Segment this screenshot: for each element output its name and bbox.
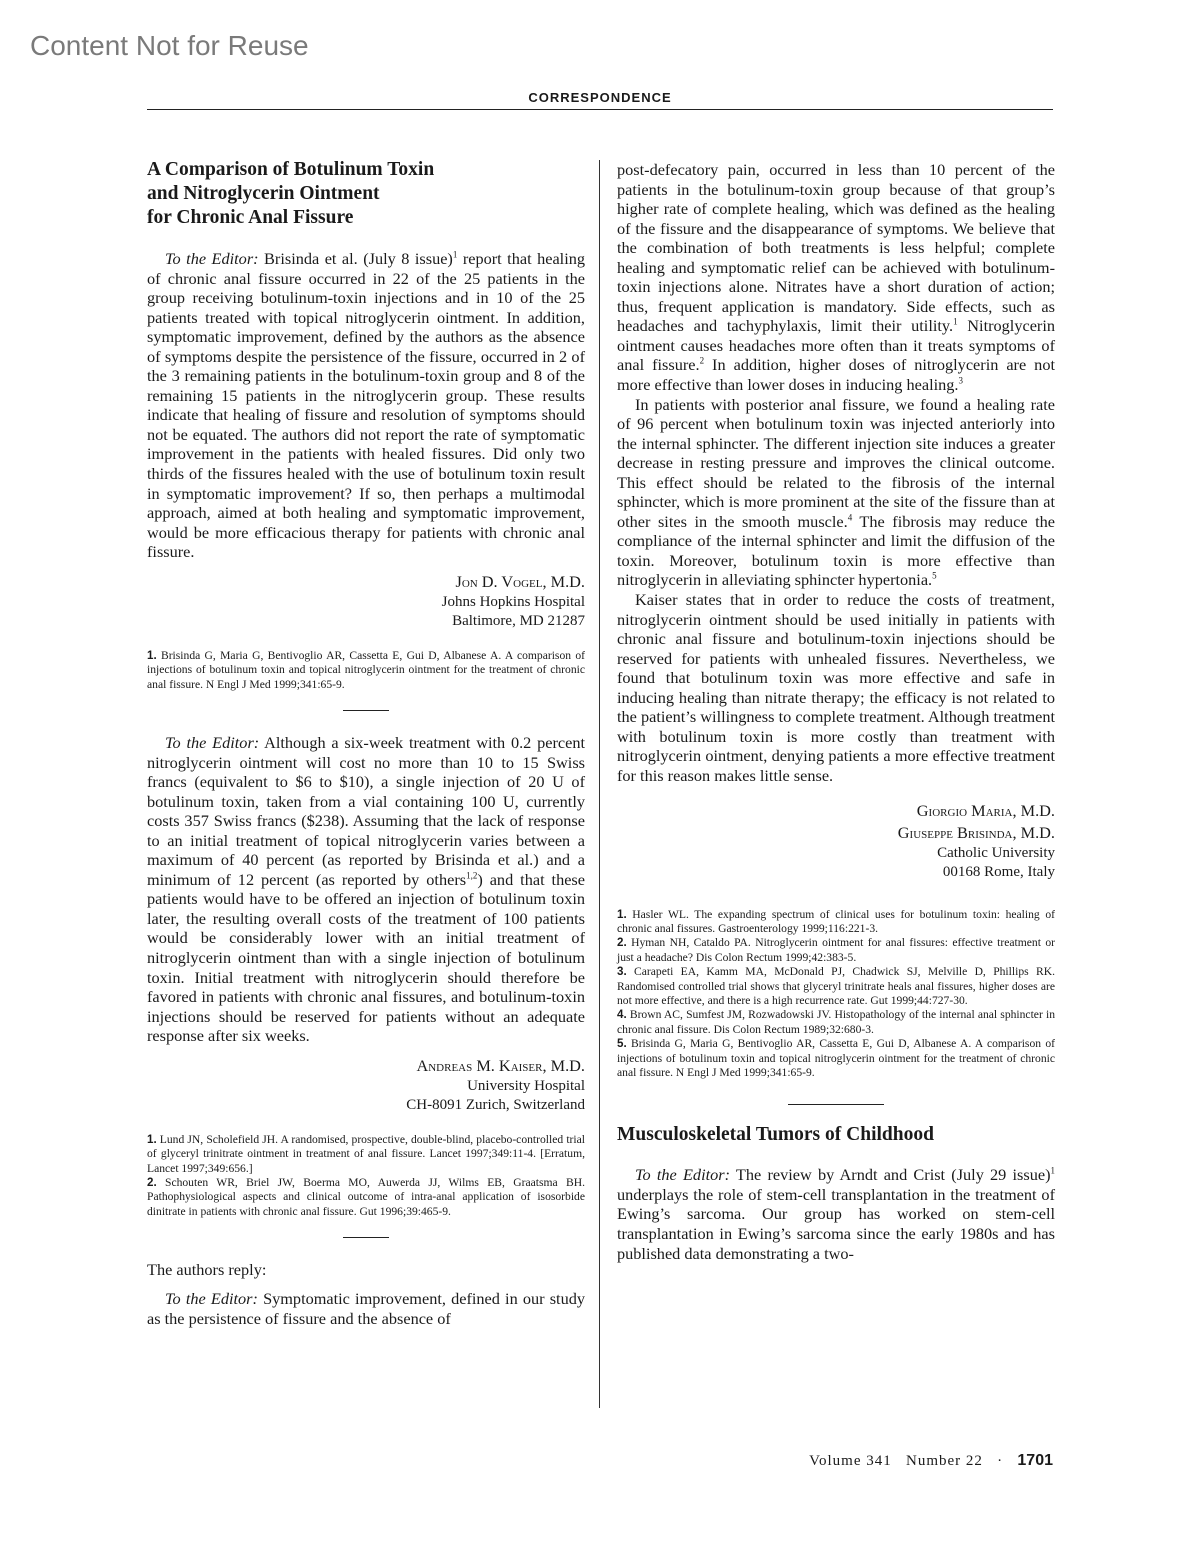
author-address: CH-8091 Zurich, Switzerland — [406, 1096, 585, 1113]
reference-item: 1. Lund JN, Scholefield JH. A randomised, prospective, double-blind, placebo-controlled trial of glyceryl trinitrate ointment in treatment of anal fissure. Lancet 1997;349:11-4. [Erratum, Lancet 1997;349:656.] — [147, 1132, 585, 1175]
reply-label: The authors reply: — [147, 1260, 267, 1280]
reference-item: 1. Brisinda G, Maria G, Bentivoglio AR, Cassetta E, Gui D, Albanese A. A comparison of injections of botulinum toxin and topical nitroglycerin ointment for the treatment of chronic anal fissure. N Engl J Med 1999;341:65-9. — [147, 648, 585, 691]
author-address: Baltimore, MD 21287 — [452, 612, 585, 629]
author-name: Jon D. Vogel, M.D. — [455, 571, 585, 591]
citation: 1 — [452, 249, 458, 260]
section-header: CORRESPONDENCE — [528, 90, 672, 105]
header-rule — [147, 109, 1053, 110]
citation: 1 — [953, 316, 958, 327]
citation: 4 — [847, 512, 853, 523]
footer-separator: · — [997, 1453, 1004, 1469]
reference-item: 1. Hasler WL. The expanding spectrum of clinical uses for botulinum toxin: healing of chronic anal fissures. Gastroenterology 1999;116:221-3. — [617, 907, 1055, 935]
author-affiliation: University Hospital — [467, 1077, 585, 1094]
reference-list — [617, 908, 1055, 1081]
letter-body: To the Editor: Although a six-week treatment with 0.2 percent nitroglycerin ointment will cost no more than 10 to 15 Swiss francs (equivalent to $6 to $10), a single injection of 20 U of botulinum toxin, taken from a vial containing 100 U, currently costs 357 Swiss francs ($238). Assuming that the lack of response to an initial treatment of topical nitroglycerin varies between a maximum of 40 percent (as reported by Brisinda et al.) and a minimum of 12 percent (as reported by others$^{1,2}$) and that these patients would have to be offered an injection of botulinum toxin later, the resulting overall costs of the treatment of 100 patients would be considerably lower with an initial treatment of nitroglycerin ointment than with a single injection of botulinum toxin. Initial treatment with nitroglycerin should therefore be favored in patients with chronic anal fissures, and botulinum-toxin injections should be reserved for patients without an adequate response after six weeks. — [147, 732, 586, 1046]
issue-number: Number 22 — [906, 1453, 983, 1469]
author-address: 00168 Rome, Italy — [942, 863, 1055, 880]
author-affiliation: Johns Hopkins Hospital — [441, 593, 585, 610]
separator-rule — [343, 710, 389, 711]
letter-body: To the Editor: Brisinda et al. (July 8 issue)$^1$ report that healing of chronic anal fissure occurred in 22 of the 25 patients in the group receiving botulinum-toxin injections and in 10 of the 25 patients treated with topical nitroglycerin ointment. In addition, symptomatic improvement, defined by the authors as the absence of symptoms despite the persistence of the fissure, occurred in 2 of the 3 remaining patients in the botulinum-toxin group and 8 of the remaining 15 patients in the nitroglycerin group. These results indicate that healing of fissure and resolution of symptoms should not be equated. The authors did not report the rate of symptomatic improvement in the patients with healed fissures. Did only two thirds of the fissures healed with the use of botulinum toxin result in symptomatic improvement? If so, then perhaps a multimodal approach, aimed at both healing and symptomatic improvement, would be more efficacious therapy for patients with chronic anal fissure. — [147, 249, 585, 562]
left-column — [147, 158, 585, 1328]
author-name: Andreas M. Kaiser, M.D. — [416, 1055, 585, 1075]
page-footer — [809, 1452, 1053, 1470]
reply-paragraph: Kaiser states that in order to reduce the costs of treatment, nitroglycerin ointment should be used initially in patients with chronic anal fissure and botulinum-toxin injections should be reserved for patients with unhealed fissures. Nevertheless, we found that botulinum toxin was more effective and safe in inducing healing than nitrate therapy; the efficacy is not related to the patient’s willingness to complete treatment. Although treatment with botulinum toxin is more costly than treatment with nitroglycerin ointment, denying patients a more effective treatment for this reason makes little sense. — [617, 590, 1055, 785]
reply-paragraph: In patients with posterior anal fissure, we found a healing rate of 96 percent when botulinum toxin was injected anteriorly into the internal sphincter. The different injection site induces a greater decrease in resting pressure and improves the clinical outcome. This effect should be related to the fibrosis of the internal sphincter, which is more prominent at the site of the fissure than at other sites in the smooth muscle.$^4$ The fibrosis may reduce the compliance of the internal sphincter and limit the diffusion of the toxin. Moreover, botulinum toxin is more effective than nitroglycerin in alleviating sphincter hypertonia.$^5$ — [617, 394, 1055, 590]
author-name: Giuseppe Brisinda, M.D. — [897, 822, 1055, 842]
separator-rule — [343, 1237, 389, 1238]
article-title: A Comparison of Botulinum Toxin and Nitroglycerin Ointment for Chronic Anal Fissure — [147, 159, 435, 228]
reply-body: To the Editor: Symptomatic improvement, defined in our study as the persistence of fissure and the absence of — [147, 1289, 585, 1328]
reference-item: 4. Brown AC, Sumfest JM, Rozwadowski JV. Histopathology of the internal anal sphincter in chronic anal fissure. Dis Colon Rectum 1989;32:680-3. — [617, 1008, 1055, 1036]
citation: 3 — [958, 375, 964, 386]
column-divider — [599, 160, 600, 1408]
watermark: Content Not for Reuse — [30, 30, 309, 61]
citation: 1,2 — [466, 870, 478, 881]
reply-paragraph: post-defecatory pain, occurred in less than 10 percent of the patients in the botulinum-toxin group because of that group’s higher rate of complete healing, which was defined as the healing of the fissure and the disappearance of symptoms. We believe that the combination of both treatments is less helpful; complete healing and symptomatic relief can be achieved with botulinum-toxin injections alone. Nitrates have a short duration of action; thus, frequent application is mandatory. Side effects, such as headaches and tachyphylaxis, limit their utility.$^1$ Nitroglycerin ointment causes headaches more often than it treats symptoms of anal fissure.$^2$ In addition, higher doses of nitroglycerin are not more effective than lower doses in inducing healing.$^3$ — [617, 160, 1056, 395]
citation: 2 — [699, 356, 705, 367]
volume-label: Volume 341 — [809, 1453, 892, 1469]
salutation: To the Editor: — [165, 249, 259, 268]
reference-list — [147, 649, 585, 692]
separator-rule — [788, 1104, 884, 1105]
salutation: To the Editor: — [165, 732, 260, 752]
citation: 1 — [1050, 1165, 1055, 1176]
reference-item: 5. Brisinda G, Maria G, Bentivoglio AR, Cassetta E, Gui D, Albanese A. A comparison of injections of botulinum toxin and topical nitroglycerin ointment for the treatment of chronic anal fissure. N Engl J Med 1999;341:65-9. — [617, 1037, 1055, 1079]
salutation: To the Editor: — [165, 1289, 258, 1309]
citation: 5 — [932, 571, 937, 582]
author-affiliation: Catholic University — [937, 844, 1055, 861]
salutation: To the Editor: — [635, 1165, 731, 1185]
author-name: Giorgio Maria, M.D. — [916, 800, 1055, 820]
letter-body: To the Editor: The review by Arndt and Crist (July 29 issue)$^1$ underplays the role of stem-cell transplantation in the treatment of Ewing’s sarcoma. Our group has worked on stem-cell transplantation in Ewing’s sarcoma since the early 1980s and has published data demonstrating a two- — [617, 1165, 1055, 1263]
article-title: Musculoskeletal Tumors of Childhood — [617, 1124, 934, 1146]
reference-list — [147, 1133, 585, 1219]
reference-item: 2. Hyman NH, Cataldo PA. Nitroglycerin ointment for anal fissures: effective treatment or just a headache? Dis Colon Rectum 1999;42:383-5. — [617, 936, 1055, 964]
reference-item: 2. Schouten WR, Briel JW, Boerma MO, Auwerda JJ, Wilms EB, Graatsma BH. Pathophysiological aspects and clinical outcome of intra-anal application of isosorbide dinitrate in patients with chronic anal fissure. Gut 1996;39:465-9. — [147, 1175, 585, 1218]
right-column — [617, 160, 1055, 1263]
reference-item: 3. Carapeti EA, Kamm MA, McDonald PJ, Chadwick SJ, Melville D, Phillips RK. Randomised controlled trial shows that glyceryl trinitrate heals anal fissures, higher doses are not more effective, and there is a high recurrence rate. Gut 1999;44:727-30. — [617, 965, 1055, 1007]
page-number: 1701 — [1017, 1452, 1053, 1469]
